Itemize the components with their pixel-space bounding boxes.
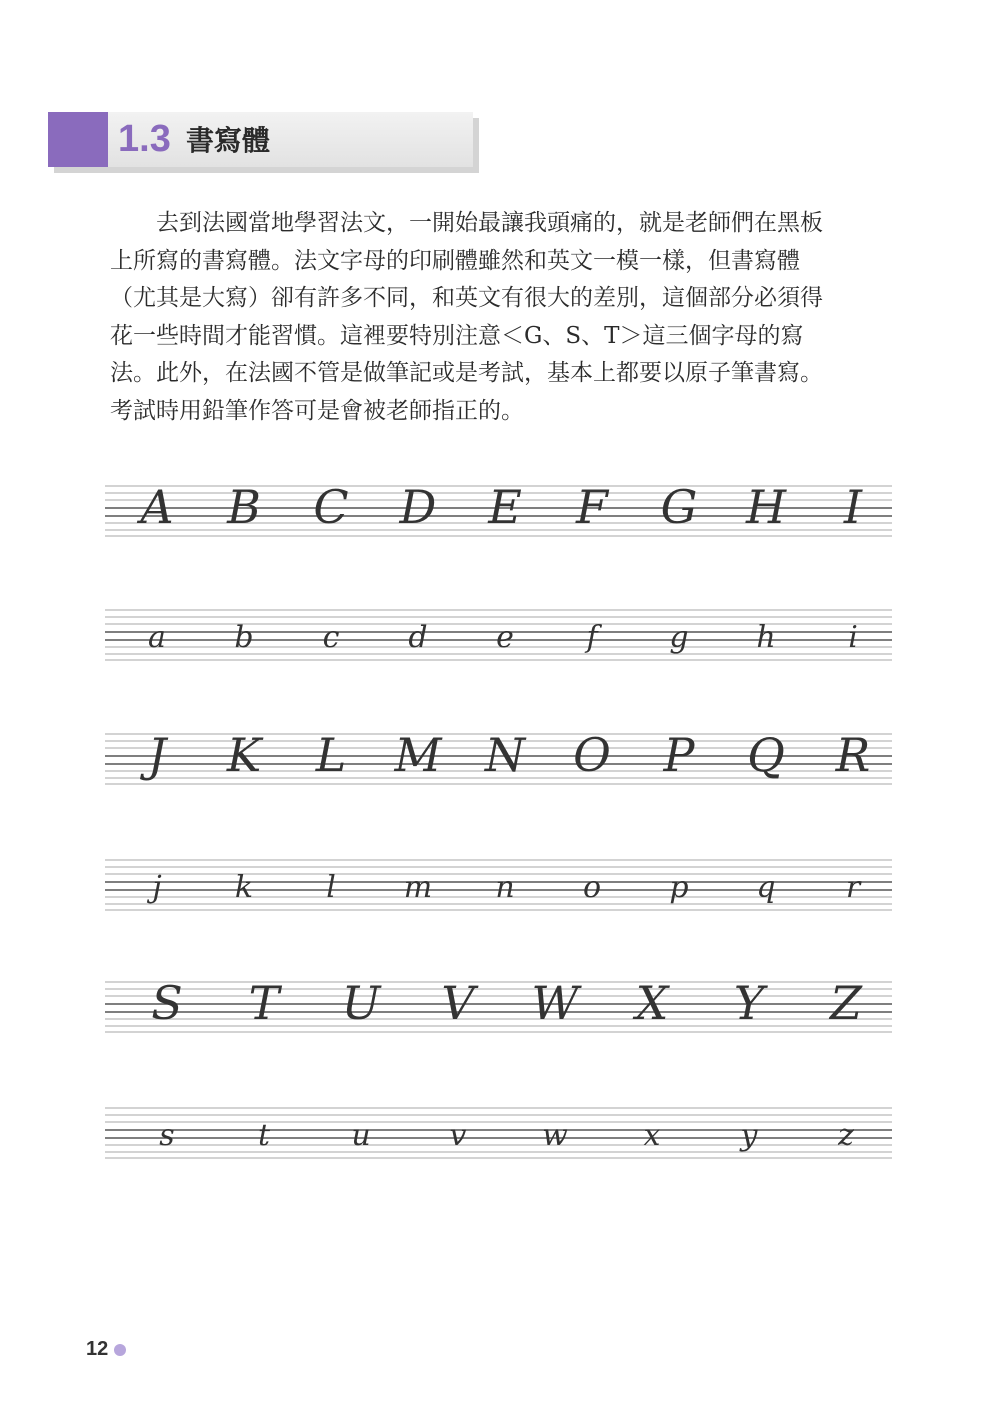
paragraph-line: 花一些時間才能習慣。這裡要特別注意＜G、S、T＞這三個字母的寫 xyxy=(110,322,804,349)
cursive-letter: e xyxy=(496,620,514,655)
cursive-letter: p xyxy=(669,870,689,905)
cursive-letter: w xyxy=(542,1118,568,1153)
cursive-letter: Q xyxy=(747,728,785,782)
cursive-letter: D xyxy=(399,480,437,534)
cursive-letter: Z xyxy=(830,976,862,1030)
letter-group xyxy=(105,856,892,912)
cursive-letter: U xyxy=(341,976,381,1030)
cursive-letter: x xyxy=(643,1118,661,1153)
page-dot-icon xyxy=(114,1344,126,1356)
cursive-letter: M xyxy=(394,728,442,782)
cursive-letter: B xyxy=(227,480,261,534)
cursive-letter: I xyxy=(843,480,863,534)
ruled-row-lower xyxy=(105,606,892,662)
cursive-letter: S xyxy=(151,976,183,1030)
cursive-letter: O xyxy=(573,728,611,782)
cursive-letter: g xyxy=(669,620,689,655)
cursive-letter: N xyxy=(484,728,526,782)
cursive-letter: F xyxy=(576,480,608,534)
cursive-letter: q xyxy=(756,870,776,905)
cursive-letter: L xyxy=(315,728,347,782)
letter-group xyxy=(105,730,892,786)
ruled-row-upper xyxy=(105,730,892,786)
cursive-letter: k xyxy=(234,870,254,905)
cursive-letter: T xyxy=(248,976,280,1030)
cursive-letter: K xyxy=(226,728,262,782)
cursive-letter: l xyxy=(326,870,336,905)
cursive-letter: u xyxy=(351,1118,371,1153)
letter-group xyxy=(105,606,892,662)
cursive-letter: Y xyxy=(733,976,765,1030)
cursive-letter: r xyxy=(845,870,861,905)
paragraph-line: 上所寫的書寫體。法文字母的印刷體雖然和英文一模一樣，但書寫體 xyxy=(110,247,800,274)
cursive-letter: R xyxy=(835,728,871,782)
ruled-row-upper xyxy=(105,978,892,1034)
cursive-letter: E xyxy=(488,480,522,534)
cursive-letter: s xyxy=(159,1118,175,1153)
cursive-letter: d xyxy=(408,620,428,655)
cursive-letter: P xyxy=(663,728,695,782)
ruled-row-lower xyxy=(105,856,892,912)
cursive-letter: a xyxy=(148,620,166,655)
cursive-letter: H xyxy=(745,480,787,534)
section-title: 書寫體 xyxy=(186,124,271,157)
cursive-letter: n xyxy=(495,870,515,905)
cursive-letter: A xyxy=(140,480,174,534)
cursive-letter: c xyxy=(322,620,340,655)
cursive-letter: J xyxy=(147,728,167,782)
cursive-letter: X xyxy=(635,976,669,1030)
cursive-letter: b xyxy=(234,620,254,655)
cursive-letter: m xyxy=(403,870,433,905)
intro-paragraph xyxy=(110,205,895,430)
cursive-letter: o xyxy=(582,870,602,905)
cursive-letter: h xyxy=(756,620,776,655)
cursive-letter: f xyxy=(586,620,598,655)
letter-group xyxy=(105,482,892,538)
section-number: 1.3 xyxy=(118,118,171,160)
letter-group xyxy=(105,1104,892,1160)
page-number: 12 xyxy=(86,1338,109,1360)
cursive-letter: z xyxy=(838,1118,854,1153)
cursive-letter: j xyxy=(152,870,162,905)
paragraph-line: （尤其是大寫）卻有許多不同，和英文有很大的差別，這個部分必須得 xyxy=(110,285,823,311)
cursive-letter: y xyxy=(740,1118,758,1153)
ruled-row-lower xyxy=(105,1104,892,1160)
cursive-letter: t xyxy=(257,1118,271,1153)
cursive-letter: C xyxy=(313,480,349,534)
paragraph-line: 法。此外，在法國不管是做筆記或是考試，基本上都要以原子筆書寫。 xyxy=(110,360,823,386)
paragraph-line: 考試時用鉛筆作答可是會被老師指正的。 xyxy=(110,397,524,424)
ruled-row-upper xyxy=(105,482,892,538)
letter-group xyxy=(105,978,892,1034)
cursive-letter: W xyxy=(531,976,579,1030)
cursive-letter: i xyxy=(848,620,858,655)
header-accent-block xyxy=(48,112,108,167)
paragraph-line: 去到法國當地學習法文，一開始最讓我頭痛的，就是老師們在黑板 xyxy=(156,210,823,236)
cursive-letter: v xyxy=(449,1118,467,1153)
cursive-letter: V xyxy=(441,976,475,1030)
cursive-letter: G xyxy=(660,480,698,534)
